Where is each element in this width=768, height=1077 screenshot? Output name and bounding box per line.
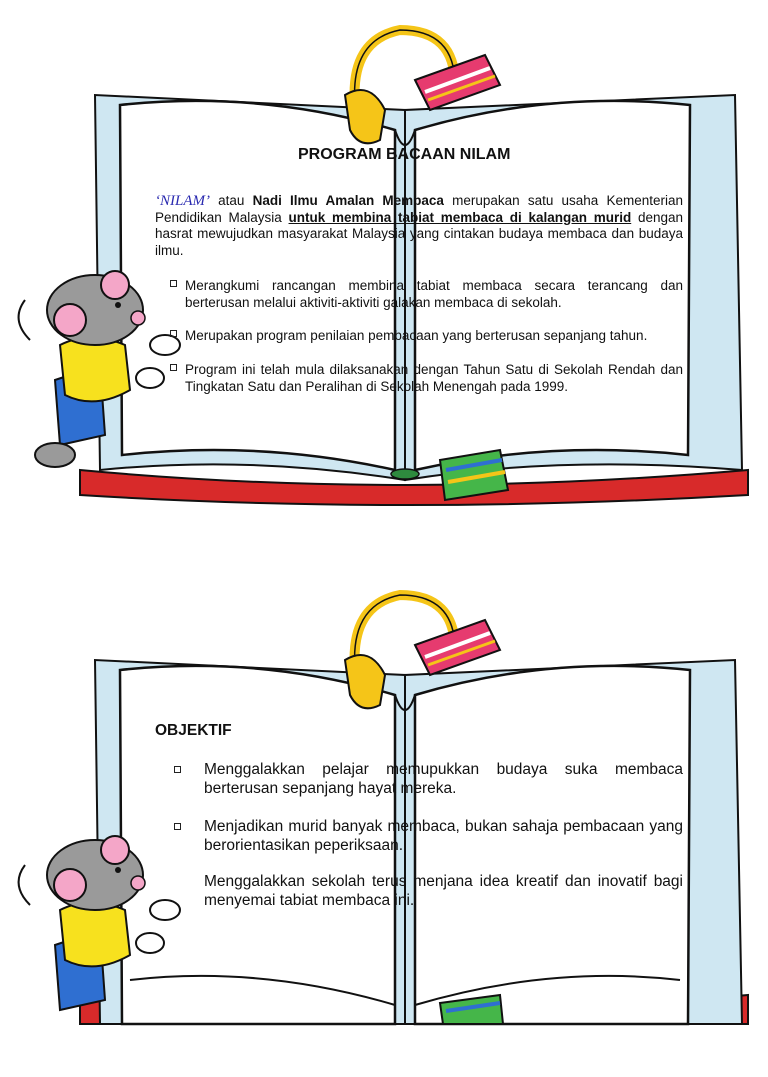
nilam-term: ‘NILAM’ <box>155 193 210 209</box>
intro-underlined-text: untuk membina tabiat membaca di kalangan murid <box>288 209 632 225</box>
list-item <box>204 817 683 855</box>
square-bullet-icon <box>174 823 181 830</box>
list-item <box>185 361 683 395</box>
intro-bold-text: Nadi Ilmu Amalan Membaca <box>252 193 444 208</box>
slide-2 <box>0 565 768 1077</box>
square-bullet-icon <box>170 364 177 371</box>
list-item-text: Menjadikan murid banyak membaca, bukan sahaja pembacaan yang berorientasikan peperiksaan. <box>204 818 683 854</box>
list-item-text: Menggalakkan sekolah terus menjana idea kreatif dan inovatif bagi menyemai tabiat membaca ini. <box>204 873 683 909</box>
intro-paragraph <box>155 193 683 259</box>
list-item <box>185 327 683 344</box>
list-item-text: Menggalakkan pelajar memupukkan budaya suka membaca berterusan sepanjang hayat mereka. <box>204 761 683 797</box>
list-item-text: Merangkumi rancangan membina tabiat membaca secara terancang dan berterusan melalui aktiviti-aktiviti galakan membaca di sekolah. <box>185 278 683 310</box>
intro-text-2: merupakan satu usaha Kementerian Pendidikan Malaysia <box>155 193 683 225</box>
section-title: OBJEKTIF <box>155 722 232 739</box>
list-item <box>204 760 683 798</box>
list-item <box>185 277 683 311</box>
list-item-text: Program ini telah mula dilaksanakan dengan Tahun Satu di Sekolah Rendah dan Tingkatan Satu dan Peralihan di Sekolah Menengah pada 1999. <box>185 362 683 394</box>
square-bullet-icon <box>174 766 181 773</box>
bookmark-ribbon-icon <box>415 55 500 110</box>
intro-text-1: atau <box>210 193 253 208</box>
intro-text-3: dengan hasrat mewujudkan masyarakat Malaysia yang cintakan budaya membaca dan budaya ilmu. <box>155 209 683 258</box>
square-bullet-icon <box>170 330 177 337</box>
slide-1 <box>0 0 768 512</box>
square-bullet-icon <box>170 280 177 287</box>
list-item <box>204 872 683 910</box>
list-item-text: Merupakan program penilaian pembacaan yang berterusan sepanjang tahun. <box>185 328 648 343</box>
page-title: PROGRAM BACAAN NILAM <box>298 146 511 163</box>
bookmark-ribbon-icon <box>415 620 500 675</box>
